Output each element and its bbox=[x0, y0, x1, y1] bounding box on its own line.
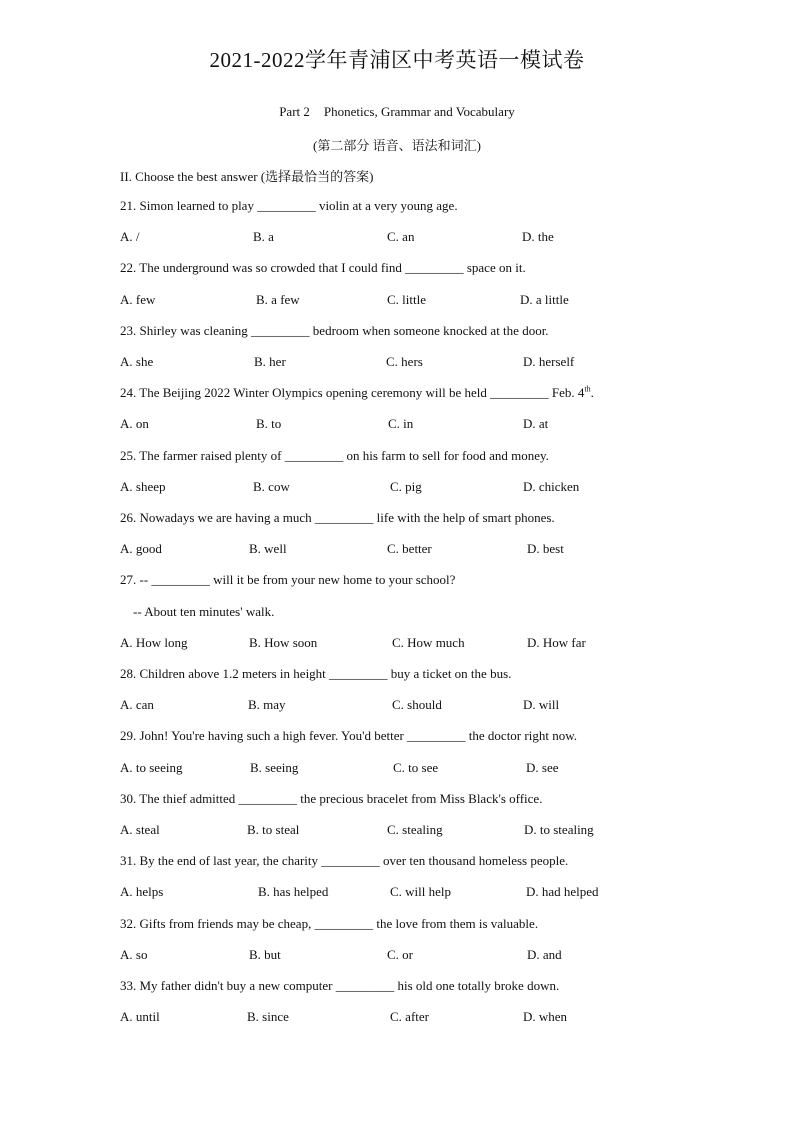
answer-option-b: B. but bbox=[249, 947, 281, 962]
answer-option-b: B. well bbox=[249, 541, 287, 556]
answer-option-a: A. can bbox=[120, 697, 154, 712]
answer-option-d: D. had helped bbox=[526, 884, 599, 899]
answer-option-b: B. How soon bbox=[249, 635, 318, 650]
question-text: 21. Simon learned to play _________ violin at a very young age. bbox=[120, 198, 458, 213]
answer-option-d: D. best bbox=[527, 541, 564, 556]
answer-option-c: C. better bbox=[387, 541, 432, 556]
question-text: 25. The farmer raised plenty of _________ on his farm to sell for food and money. bbox=[120, 448, 549, 463]
answer-option-b: B. to steal bbox=[247, 822, 300, 837]
question-text-end: . bbox=[590, 385, 594, 400]
question-text: 31. By the end of last year, the charity _________ over ten thousand homeless people. bbox=[120, 853, 569, 868]
answer-option-a: A. few bbox=[120, 292, 156, 307]
question-stem bbox=[120, 260, 526, 276]
answer-option-c: C. an bbox=[387, 229, 415, 244]
answer-option-a: A. so bbox=[120, 947, 148, 962]
answer-option-a: A. to seeing bbox=[120, 760, 183, 775]
answer-option-b: B. seeing bbox=[250, 760, 299, 775]
question-text: 22. The underground was so crowded that I could find _________ space on it. bbox=[120, 260, 526, 275]
answer-option-c: C. stealing bbox=[387, 822, 443, 837]
answer-option-a: A. on bbox=[120, 416, 149, 431]
question-text: 29. John! You're having such a high fever. You'd better _________ the doctor right now. bbox=[120, 728, 577, 743]
answer-option-b: B. cow bbox=[253, 479, 290, 494]
answer-option-a: A. until bbox=[120, 1009, 160, 1024]
option-row bbox=[0, 292, 794, 308]
answer-option-d: D. when bbox=[523, 1009, 568, 1024]
option-row bbox=[0, 947, 794, 963]
answer-option-d: D. the bbox=[522, 229, 554, 244]
option-row bbox=[0, 541, 794, 557]
answer-option-a: A. steal bbox=[120, 822, 160, 837]
answer-option-c: C. will help bbox=[390, 884, 452, 899]
question-text: 33. My father didn't buy a new computer _________ his old one totally broke down. bbox=[120, 978, 560, 993]
question-text: 23. Shirley was cleaning _________ bedroom when someone knocked at the door. bbox=[120, 323, 549, 338]
answer-option-c: C. should bbox=[392, 697, 442, 712]
part-chinese-title: (第二部分 语音、语法和词汇) bbox=[313, 138, 481, 153]
answer-option-a: A. sheep bbox=[120, 479, 166, 494]
question-stem bbox=[120, 448, 549, 464]
answer-option-c: C. or bbox=[387, 947, 413, 962]
question-text: 26. Nowadays we are having a much _________ life with the help of smart phones. bbox=[120, 510, 555, 525]
answer-option-c: C. in bbox=[388, 416, 414, 431]
question-stem bbox=[120, 853, 568, 869]
answer-option-b: B. may bbox=[248, 697, 286, 712]
answer-option-c: C. little bbox=[387, 292, 426, 307]
answer-option-a: A. How long bbox=[120, 635, 188, 650]
question-stem bbox=[120, 728, 577, 744]
question-stem bbox=[120, 791, 542, 807]
answer-option-c: C. hers bbox=[386, 354, 423, 369]
option-row bbox=[0, 884, 794, 900]
question-stem bbox=[120, 978, 559, 994]
answer-option-c: C. after bbox=[390, 1009, 429, 1024]
answer-option-b: B. to bbox=[256, 416, 282, 431]
answer-option-a: A. good bbox=[120, 541, 162, 556]
question-text: 28. Children above 1.2 meters in height _________ buy a ticket on the bus. bbox=[120, 666, 512, 681]
question-stem bbox=[120, 385, 594, 401]
exam-title: 2021-2022学年青浦区中考英语一模试卷 bbox=[209, 48, 585, 72]
answer-option-b: B. since bbox=[247, 1009, 289, 1024]
answer-option-d: D. How far bbox=[527, 635, 586, 650]
answer-option-d: D. herself bbox=[523, 354, 575, 369]
answer-option-d: D. and bbox=[527, 947, 562, 962]
answer-option-b: B. her bbox=[254, 354, 286, 369]
question-stem bbox=[120, 323, 549, 339]
option-row bbox=[0, 416, 794, 432]
question-stem bbox=[120, 572, 455, 588]
superscript: th bbox=[584, 384, 591, 394]
question-text: 30. The thief admitted _________ the precious bracelet from Miss Black's office. bbox=[120, 791, 543, 806]
option-row bbox=[0, 354, 794, 370]
answer-option-b: B. has helped bbox=[258, 884, 329, 899]
answer-option-d: D. a little bbox=[520, 292, 569, 307]
question-text: 24. The Beijing 2022 Winter Olympics opening ceremony will be held _________ Feb. 4 bbox=[120, 385, 585, 400]
option-row bbox=[0, 479, 794, 495]
option-row bbox=[0, 697, 794, 713]
part-heading bbox=[0, 104, 794, 120]
answer-option-c: C. How much bbox=[392, 635, 465, 650]
answer-option-d: D. will bbox=[523, 697, 560, 712]
section-instruction: II. Choose the best answer (选择最恰当的答案) bbox=[120, 169, 374, 184]
question-stem bbox=[120, 666, 511, 682]
part-title: Phonetics, Grammar and Vocabulary bbox=[323, 104, 515, 119]
question-text: 32. Gifts from friends may be cheap, _________ the love from them is valuable. bbox=[120, 916, 539, 931]
answer-option-b: B. a bbox=[253, 229, 274, 244]
option-row bbox=[0, 229, 794, 245]
answer-option-d: D. chicken bbox=[523, 479, 580, 494]
answer-option-c: C. pig bbox=[390, 479, 422, 494]
answer-option-c: C. to see bbox=[393, 760, 439, 775]
answer-option-a: A. helps bbox=[120, 884, 164, 899]
answer-option-a: A. / bbox=[120, 229, 140, 244]
answer-option-d: D. at bbox=[523, 416, 549, 431]
option-row bbox=[0, 1009, 794, 1025]
answer-option-d: D. to stealing bbox=[524, 822, 594, 837]
option-row bbox=[0, 760, 794, 776]
answer-option-a: A. she bbox=[120, 354, 154, 369]
part-label: Part 2 bbox=[279, 104, 310, 119]
question-stem bbox=[120, 510, 555, 526]
question-text: 27. -- _________ will it be from your new home to your school? bbox=[120, 572, 456, 587]
option-row bbox=[0, 635, 794, 651]
question-stem bbox=[120, 916, 538, 932]
answer-option-b: B. a few bbox=[256, 292, 300, 307]
question-stem bbox=[120, 198, 458, 214]
answer-option-d: D. see bbox=[526, 760, 559, 775]
option-row bbox=[0, 822, 794, 838]
dialog-reply: -- About ten minutes' walk. bbox=[133, 604, 275, 619]
